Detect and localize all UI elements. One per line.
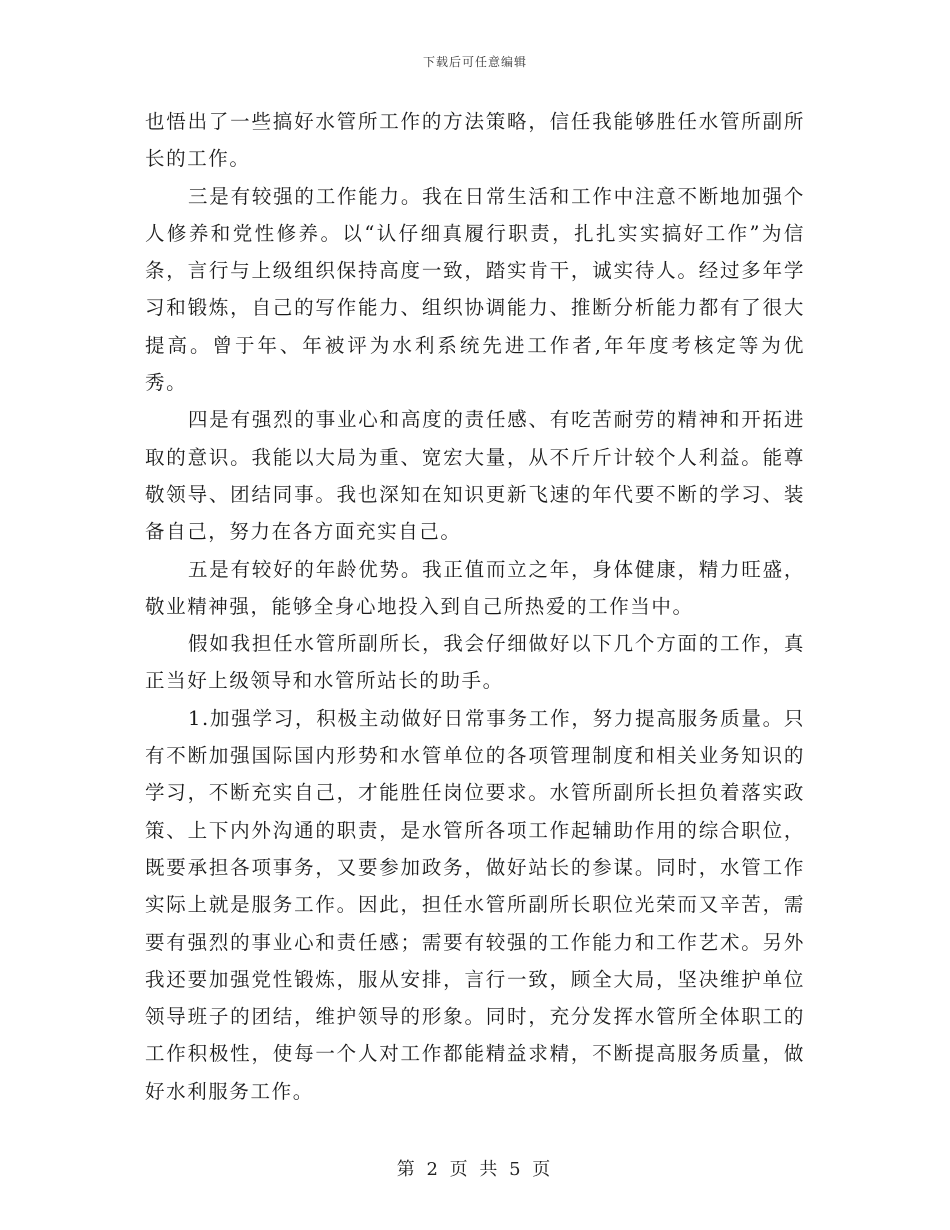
paragraph-responsibility: 四是有强烈的事业心和高度的责任感、有吃苦耐劳的精神和开拓进取的意识。我能以大局为重、宽宏大量，从不斤斤计较个人利益。能尊敬领导、团结同事。我也深知在知识更新飞速的年代要不断的学习、装备自己，努力在各方面充实自己。 [145,408,805,544]
page-number-footer: 第 2 页 共 5 页 [396,1159,554,1180]
paragraph-plan-item-1: 1.加强学习，积极主动做好日常事务工作，努力提高服务质量。只有不断加强国际国内形势和水管单位的各项管理制度和相关业务知识的学习，不断充实自己，才能胜任岗位要求。水管所副所长担负着落实政策、上下内外沟通的职责，是水管所各项工作起辅助作用的综合职位，既要承担各项事务，又要参加政务，做好站长的参谋。同时，水管工作实际上就是服务工作。因此，担任水管所副所长职位光荣而又辛苦，需要有强烈的事业心和责任感；需要有较强的工作能力和工作艺术。另外我还要加强党性锻炼，服从安排，言行一致，顾全大局，坚决维护单位领导班子的团结，维护领导的形象。同时，充分发挥水管所全体职工的工作积极性，使每一个人对工作都能精益求精，不断提高服务质量，做好水利服务工作。 [145,706,805,1103]
paragraph-plan-intro: 假如我担任水管所副所长，我会仔细做好以下几个方面的工作，真正当好上级领导和水管所站长的助手。 [145,632,805,693]
paragraph-age-advantage: 五是有较好的年龄优势。我正值而立之年，身体健康，精力旺盛，敬业精神强，能够全身心地投入到自己所热爱的工作当中。 [145,557,805,618]
paragraph-continuation: 也悟出了一些搞好水管所工作的方法策略，信任我能够胜任水管所副所长的工作。 [145,110,805,171]
paragraph-work-ability: 三是有较强的工作能力。我在日常生活和工作中注意不断地加强个人修养和党性修养。以“认仔细真履行职责，扎扎实实搞好工作”为信条，言行与上级组织保持高度一致，踏实肯干，诚实待人。经过多年学习和锻炼，自己的写作能力、组织协调能力、推断分析能力都有了很大提高。曾于年、年被评为水利系统先进工作者,年年度考核定等为优秀。 [145,184,805,395]
page-header-note: 下载后可任意编辑 [422,55,527,69]
document-body [145,103,805,1110]
